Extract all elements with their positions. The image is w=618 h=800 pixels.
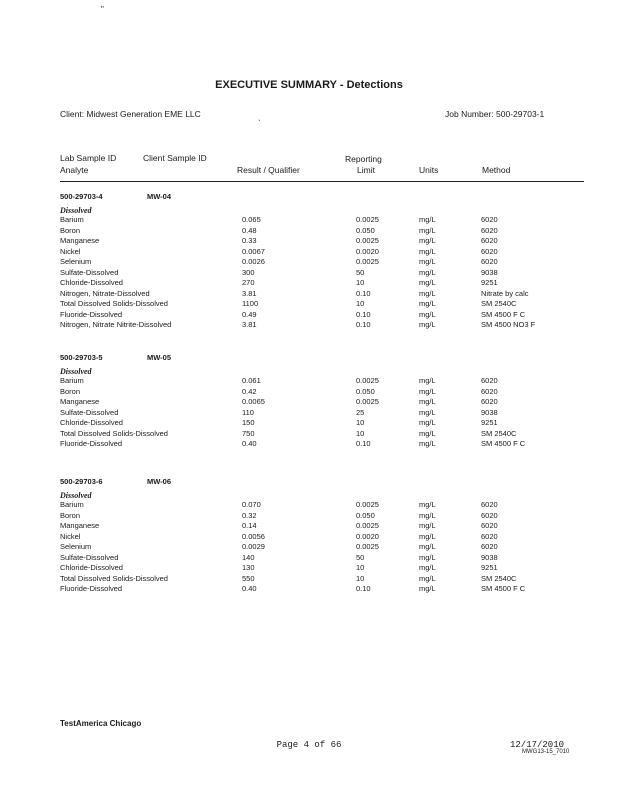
analyte-cell: Manganese <box>60 236 100 245</box>
result-cell: 140 <box>242 552 255 562</box>
result-cell: 0.49 <box>242 309 257 319</box>
result-cell: 0.33 <box>242 236 257 245</box>
limit-cell: 50 <box>356 552 365 562</box>
units-cell: mg/L <box>419 386 436 396</box>
method-cell: SM 4500 F C <box>481 439 526 448</box>
method-cell: 6020 <box>481 542 498 551</box>
analyte-cell: Boron <box>60 510 81 520</box>
units-cell: mg/L <box>419 542 436 551</box>
units-cell: mg/L <box>419 500 436 509</box>
lab-sample-id: 500-29703-5 <box>60 353 103 362</box>
limit-cell: 10 <box>356 573 365 583</box>
analyte-cell: Nitrogen, Nitrate Nitrite-Dissolved <box>60 320 172 329</box>
method-cell: 6020 <box>481 500 498 509</box>
units-cell: mg/L <box>419 531 436 541</box>
units-cell: mg/L <box>419 309 436 319</box>
units-cell: mg/L <box>419 215 436 224</box>
result-cell: 0.070 <box>242 500 261 509</box>
units-cell: mg/L <box>419 584 436 593</box>
result-cell: 3.81 <box>242 320 257 329</box>
page-title: EXECUTIVE SUMMARY - Detections <box>215 79 403 91</box>
units-cell: mg/L <box>419 278 436 287</box>
col-reporting: Reporting <box>345 154 382 164</box>
table-row <box>0 310 618 321</box>
method-cell: 9038 <box>481 407 498 417</box>
limit-cell: 0.10 <box>356 439 371 448</box>
limit-cell: 0.0025 <box>356 521 379 530</box>
limit-cell: 0.0020 <box>356 246 379 256</box>
table-row <box>0 500 618 511</box>
method-cell: 9251 <box>481 418 498 427</box>
units-cell: mg/L <box>419 573 436 583</box>
result-cell: 150 <box>242 418 255 427</box>
col-client-sample-id: Client Sample ID <box>143 153 207 163</box>
result-cell: 0.0065 <box>242 397 265 406</box>
analyte-cell: Barium <box>60 376 84 385</box>
method-cell: SM 2540C <box>481 573 517 583</box>
method-cell: 6020 <box>481 215 498 224</box>
analyte-cell: Selenium <box>60 257 92 266</box>
limit-cell: 0.050 <box>356 386 375 396</box>
limit-cell: 0.0025 <box>356 397 379 406</box>
table-row <box>0 278 618 289</box>
table-row <box>0 511 618 522</box>
analyte-cell: Boron <box>60 225 81 235</box>
col-analyte: Analyte <box>60 165 89 175</box>
analyte-cell: Boron <box>60 386 81 396</box>
table-row <box>0 387 618 398</box>
client-sample-id: MW-06 <box>147 477 172 486</box>
analyte-cell: Total Dissolved Solids-Dissolved <box>60 299 168 308</box>
analyte-cell: Chloride-Dissolved <box>60 418 123 427</box>
units-cell: mg/L <box>419 397 436 406</box>
limit-cell: 10 <box>356 563 365 572</box>
method-cell: 6020 <box>481 376 498 385</box>
limit-cell: 0.0025 <box>356 236 379 245</box>
analyte-cell: Nitrogen, Nitrate-Dissolved <box>60 288 150 298</box>
page-number: Page 4 of 66 <box>276 740 342 750</box>
units-cell: mg/L <box>419 299 436 308</box>
result-cell: 750 <box>242 428 255 438</box>
units-cell: mg/L <box>419 288 436 298</box>
analyte-cell: Selenium <box>60 542 92 551</box>
units-cell: mg/L <box>419 320 436 329</box>
method-cell: 9038 <box>481 267 498 277</box>
table-row <box>0 257 618 268</box>
analyte-cell: Nickel <box>60 531 81 541</box>
method-cell: 6020 <box>481 397 498 406</box>
result-cell: 0.40 <box>242 584 257 593</box>
limit-cell: 50 <box>356 267 365 277</box>
method-cell: 9251 <box>481 563 498 572</box>
units-cell: mg/L <box>419 428 436 438</box>
limit-cell: 10 <box>356 278 365 287</box>
limit-cell: 0.0025 <box>356 500 379 509</box>
analyte-cell: Barium <box>60 215 84 224</box>
report-date: 12/17/2010 <box>510 740 565 750</box>
table-row <box>0 542 618 553</box>
table-row <box>0 247 618 258</box>
table-row <box>0 574 618 585</box>
units-cell: mg/L <box>419 376 436 385</box>
limit-cell: 10 <box>356 418 365 427</box>
method-cell: Nitrate by calc <box>481 288 529 298</box>
limit-cell: 0.0025 <box>356 542 379 551</box>
limit-cell: 0.0020 <box>356 531 379 541</box>
lab-name: TestAmerica Chicago <box>60 719 142 728</box>
method-cell: 6020 <box>481 510 498 520</box>
result-cell: 0.42 <box>242 386 257 396</box>
method-cell: 6020 <box>481 257 498 266</box>
col-method: Method <box>482 165 511 175</box>
analyte-cell: Barium <box>60 500 84 509</box>
table-row <box>0 376 618 387</box>
client-sample-id: MW-04 <box>147 192 172 201</box>
result-cell: 110 <box>242 407 254 417</box>
units-cell: mg/L <box>419 510 436 520</box>
result-cell: 0.14 <box>242 521 257 530</box>
table-row <box>0 215 618 226</box>
tick-mark: " <box>101 5 104 14</box>
table-row <box>0 521 618 532</box>
result-cell: 0.40 <box>242 439 257 448</box>
limit-cell: 25 <box>356 407 365 417</box>
table-row <box>0 584 618 595</box>
method-cell: 9038 <box>481 552 498 562</box>
analyte-cell: Sulfate-Dissolved <box>60 267 119 277</box>
limit-cell: 0.050 <box>356 510 375 520</box>
analyte-cell: Sulfate-Dissolved <box>60 407 119 417</box>
table-row <box>0 289 618 300</box>
limit-cell: 0.050 <box>356 225 375 235</box>
result-cell: 550 <box>242 573 255 583</box>
lab-sample-id: 500-29703-6 <box>60 477 103 486</box>
table-row <box>0 236 618 247</box>
stray-mark: ` <box>258 119 261 128</box>
units-cell: mg/L <box>419 439 436 448</box>
result-cell: 0.0056 <box>242 531 265 541</box>
table-row <box>0 226 618 237</box>
analyte-cell: Fluoride-Dissolved <box>60 584 123 593</box>
units-cell: mg/L <box>419 407 436 417</box>
result-cell: 0.48 <box>242 225 257 235</box>
table-row <box>0 299 618 310</box>
result-cell: 0.0067 <box>242 246 265 256</box>
table-row <box>0 429 618 440</box>
limit-cell: 0.0025 <box>356 215 379 224</box>
doc-code: MWG13-15_7010 <box>522 749 570 755</box>
method-cell: 6020 <box>481 531 498 541</box>
client-line: Client: Midwest Generation EME LLC <box>60 109 201 119</box>
analyte-cell: Sulfate-Dissolved <box>60 552 119 562</box>
method-cell: 6020 <box>481 225 498 235</box>
table-row <box>0 563 618 574</box>
analyte-cell: Manganese <box>60 397 100 406</box>
section-subheading: Dissolved <box>60 491 92 500</box>
limit-cell: 0.10 <box>356 584 371 593</box>
units-cell: mg/L <box>419 225 436 235</box>
table-row <box>0 268 618 279</box>
job-number: Job Number: 500-29703-1 <box>445 109 545 119</box>
analyte-cell: Fluoride-Dissolved <box>60 309 123 319</box>
method-cell: 9251 <box>481 278 498 287</box>
units-cell: mg/L <box>419 236 436 245</box>
units-cell: mg/L <box>419 267 436 277</box>
method-cell: SM 2540C <box>481 299 517 308</box>
table-row <box>0 418 618 429</box>
analyte-cell: Total Dissolved Solids-Dissolved <box>60 573 168 583</box>
col-units: Units <box>419 165 439 175</box>
limit-cell: 0.10 <box>356 288 371 298</box>
table-row <box>0 439 618 450</box>
method-cell: SM 4500 F C <box>481 584 526 593</box>
limit-cell: 10 <box>356 299 365 308</box>
result-cell: 0.0029 <box>242 542 265 551</box>
result-cell: 0.065 <box>242 215 261 224</box>
result-cell: 0.32 <box>242 510 257 520</box>
method-cell: 6020 <box>481 246 498 256</box>
analyte-cell: Manganese <box>60 521 100 530</box>
table-row <box>0 532 618 543</box>
result-cell: 1100 <box>242 299 259 308</box>
section-subheading: Dissolved <box>60 206 92 215</box>
method-cell: 6020 <box>481 236 498 245</box>
col-result: Result / Qualifier <box>237 165 300 175</box>
result-cell: 270 <box>242 278 255 287</box>
result-cell: 300 <box>242 267 255 277</box>
analyte-cell: Fluoride-Dissolved <box>60 439 123 448</box>
table-row <box>0 553 618 564</box>
section-subheading: Dissolved <box>60 367 92 376</box>
client-sample-id: MW-05 <box>147 353 172 362</box>
units-cell: mg/L <box>419 521 436 530</box>
table-row <box>0 408 618 419</box>
result-cell: 3.81 <box>242 288 257 298</box>
limit-cell: 0.0025 <box>356 376 379 385</box>
table-row <box>0 320 618 331</box>
limit-cell: 0.0025 <box>356 257 379 266</box>
analyte-cell: Nickel <box>60 246 81 256</box>
analyte-cell: Chloride-Dissolved <box>60 563 123 572</box>
units-cell: mg/L <box>419 552 436 562</box>
analyte-cell: Chloride-Dissolved <box>60 278 123 287</box>
method-cell: 6020 <box>481 386 498 396</box>
result-cell: 0.061 <box>242 376 261 385</box>
limit-cell: 0.10 <box>356 309 371 319</box>
limit-cell: 0.10 <box>356 320 371 329</box>
table-row <box>0 397 618 408</box>
col-lab-sample-id: Lab Sample ID <box>60 153 117 163</box>
method-cell: SM 4500 F C <box>481 309 526 319</box>
lab-sample-id: 500-29703-4 <box>60 192 103 201</box>
method-cell: 6020 <box>481 521 498 530</box>
header-rule <box>60 181 584 182</box>
col-limit: Limit <box>357 165 375 175</box>
units-cell: mg/L <box>419 418 436 427</box>
method-cell: SM 4500 NO3 F <box>481 320 536 329</box>
result-cell: 130 <box>242 563 255 572</box>
analyte-cell: Total Dissolved Solids-Dissolved <box>60 428 168 438</box>
units-cell: mg/L <box>419 563 436 572</box>
units-cell: mg/L <box>419 257 436 266</box>
units-cell: mg/L <box>419 246 436 256</box>
method-cell: SM 2540C <box>481 428 517 438</box>
result-cell: 0.0026 <box>242 257 265 266</box>
limit-cell: 10 <box>356 428 365 438</box>
